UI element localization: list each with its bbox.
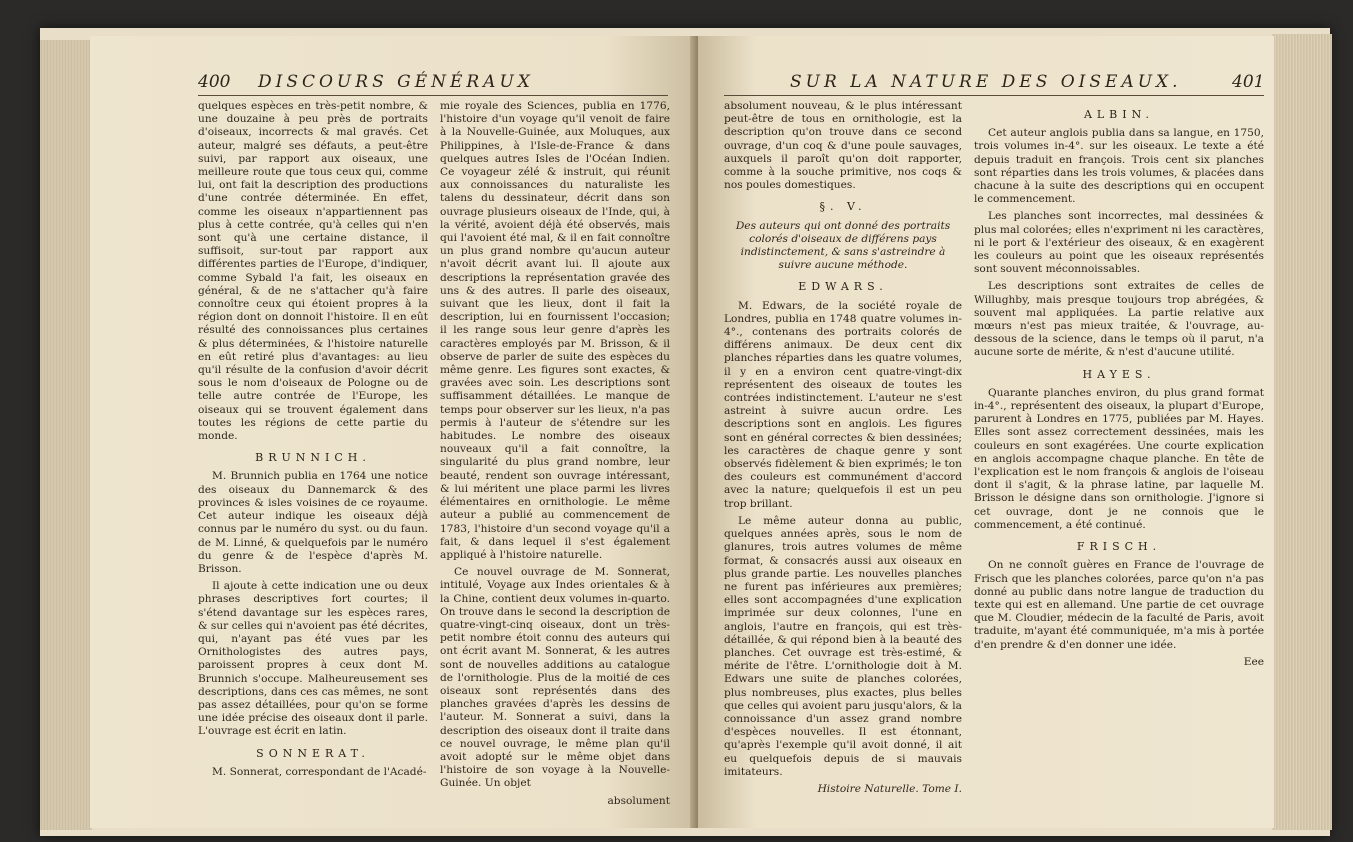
paragraph: mie royale des Sciences, publia en 1776, l'histoire d'un voyage qu'il venoit de faire à la Nouvelle-Guinée, aux Moluques, aux Philippines, à l'Isle-de-France & dans quelques autres Isles de l'Océan Indien. Ce voyageur zélé & instruit, qui réunit aux connoissances du naturaliste les talens du dessinateur, décrit dans son ouvrage plusieurs oiseaux de l'Inde, qui, à la vérité, avoient déjà été observés, mais qui l'avoient été mal, & il en fait connoître un plus grand nombre qu'aucun auteur n'avoit décrit avant lui. Il ajoute aux descriptions la représentation gravée des uns & des autres. Il parle des oiseaux, suivant que les lieux, dont il fait la description, lui en fournissent l'occasion; il les range sous leur genre d'après les caractères employés par M. Brisson, & il observe de parler de suite des espèces du même genre. Les figures sont exactes, & gravées avec soin. Les descriptions sont suffisamment détaillées. Le manque de temps pour observer sur les lieux, n'a pas permis à l'auteur de s'étendre sur les habitudes. Le nombre des oiseaux nouveaux qu'il a fait connoître, la singularité du plus grand nombre, leur beauté, rendent son ouvrage intéressant, & lui méritent une place parmi les livres élémentaires en ornithologie. Le même auteur a publié au commencement de 1783, l'histoire d'un second voyage qu'il a fait, & dans lequel il s'est également appliqué à l'histoire naturelle. xyxy=(440,100,670,561)
section-heading-edwars: EDWARS. xyxy=(798,280,888,294)
left-column-1 xyxy=(198,100,428,816)
paragraph: absolument nouveau, & le plus intéressant peut-être de tous en ornithologie, est la description qu'on trouve dans ce second ouvrage, d'un coq & d'une poule sauvages, auxquels il paroît qu'on doit rapporter, comme à la souche primitive, nos coqs & nos poules domestiques. xyxy=(724,100,962,192)
page-edges-left xyxy=(40,40,92,830)
catchword: absolument xyxy=(607,794,670,807)
paragraph: Les planches sont incorrectes, mal dessinées & plus mal colorées; elles n'expriment ni les caractères, ni le port & l'extérieur des oiseaux, & en exagèrent les couleurs au point que les oiseaux représentés sont souvent méconnoissables. xyxy=(974,210,1264,276)
section-heading-brunnich: BRUNNICH. xyxy=(255,451,371,465)
paragraph: Ce nouvel ouvrage de M. Sonnerat, intitulé, Voyage aux Indes orientales & à la Chine, contient deux volumes in-quarto. On trouve dans le second la description de quatre-vingt-cinq oiseaux, dont un très-petit nombre étoit connu des auteurs qui ont écrit avant M. Sonnerat, & les autres sont de nouvelles additions au catalogue de l'ornithologie. Plus de la moitié de ces oiseaux sont représentés dans des planches gravées d'après les dessins de l'auteur. M. Sonnerat a suivi, dans la description des oiseaux dont il traite dans ce nouvel ouvrage, le même plan qu'il avoit adopté sur le même objet dans l'histoire de son voyage à la Nouvelle-Guinée. Un objet xyxy=(440,566,670,790)
section-heading-hayes: HAYES. xyxy=(1082,367,1156,381)
paragraph: M. Edwars, de la société royale de Londres, publia en 1748 quatre volumes in-4°., contenans des portraits colorés de différens animaux. De deux cent dix planches réparties dans les quatre volumes, il y en a environ cent quatre-vingt-dix représentent des oiseaux de toutes les contrées indistinctement. L'auteur ne s'est astreint à suivre aucun ordre. Les descriptions sont en anglois. Les figures sont en général correctes & bien dessinées; les caractères de chaque genre y sont observés fidèlement & bien exprimés; le ton des couleurs est communément d'accord avec la nature; quelquefois il est un peu trop brillant. xyxy=(724,299,962,510)
right-page-header: SUR LA NATURE DES OISEAUX. xyxy=(790,72,1182,92)
page-edges-right xyxy=(1272,34,1332,830)
paragraph: Le même auteur donna au public, quelques années après, sous le nom de glanures, trois autres volumes de même format, & consacrés aussi aux oiseaux en plus grande partie. Les nouvelles planches ne furent pas inférieures aux premières; elles sont accompagnées d'une explication imprimée sur deux colonnes, l'une en anglois, l'autre en françois, qui est très-détaillée, & qui répond bien à la beauté des planches. Cet ouvrage est très-estimé, & mérite de l'être. L'ornithologie doit à M. Edwars une suite de planches colorées, plus nombreuses, plus exactes, plus belles que celles qui avoient paru jusqu'alors, & la connoissance d'un assez grand nombre d'espèces nouvelles. Il est étonnant, qu'après l'exemple qu'il avoit donné, il ait eu quelquefois depuis de si mauvais imitateurs. xyxy=(724,514,962,778)
right-column-2 xyxy=(974,100,1264,816)
right-column-1 xyxy=(724,100,962,816)
right-header-rule xyxy=(724,95,1264,96)
paragraph: M. Brunnich publia en 1764 une notice des oiseaux du Dannemarck & des provinces & isles voisines de ce royaume. Cet auteur indique les oiseaux déjà connus par le numéro du syst. ou du faun. de M. Linné, & quelquefois par le numéro du genre & de l'espèce d'après M. Brisson. xyxy=(198,470,428,575)
paragraph: Cet auteur anglois publia dans sa langue, en 1750, trois volumes in-4°. sur les oiseaux. Le texte a été depuis traduit en françois. Trois cent six planches sont réparties dans les trois volumes, & placées dans chacune à la suite des descriptions qui en occupent le commencement. xyxy=(974,127,1264,206)
left-header-rule xyxy=(198,95,668,96)
paragraph: quelques espèces en très-petit nombre, & une douzaine à peu près de portraits d'oiseaux, incorrects & mal gravés. Cet auteur, malgré ses défauts, a peut-être suivi, par rapport aux oiseaux, une meilleure route que tous ceux qui, comme lui, ont fait la description des productions d'une contrée déterminée. En effet, comme les oiseaux n'appartiennent pas plus à cette contrée, qu'à celles qui n'en sont qu'à une certaine distance, il suffisoit, sur-tout par rapport aux différentes parties de l'Europe, d'indiquer, comme Sybald l'a fait, les oiseaux en général, & de ne s'attacher qu'à faire connoître ceux qui étoient propres à la région dont on donnoit l'histoire. Il en eût résulté des connoissances plus certaines & plus déterminées, & l'histoire naturelle en eût retiré plus d'avantages: au lieu qu'il résulte de la confusion d'avoir décrit sous le nom d'oiseaux de Pologne ou de telle autre contrée de l'Europe, les oiseaux qui se trouvent également dans toutes les régions de cette partie du monde. xyxy=(198,100,428,443)
paragraph: Les descriptions sont extraites de celles de Willughby, mais presque toujours trop abrégées, & souvent mal appliquées. La partie relative aux mœurs n'est pas mieux traitée, & l'ouvrage, au-dessous de la science, dans le temps où il parut, n'a aucune sorte de mérite, & n'est d'aucune utilité. xyxy=(974,280,1264,359)
section-heading-albin: ALBIN. xyxy=(1083,108,1155,121)
left-page-header: DISCOURS GÉNÉRAUX xyxy=(258,72,534,92)
paragraph: Quarante planches environ, du plus grand format in-4°., représentent des oiseaux, la plupart d'Europe, parurent à Londres en 1775, publiées par M. Hayes. Elles sont assez correctement dessinées, mais les couleurs en sont exagérées. Une courte explication en anglois accompagne chaque planche. En tête de l'explication est le nom françois & anglois de l'oiseau dont il s'agit, & la phrase latine, par laquelle M. Brisson le désigne dans son ornithologie. J'ignore si cet ouvrage, dont je ne connois que le commencement, a été continué. xyxy=(974,386,1264,531)
section-heading-sonnerat: SONNERAT. xyxy=(256,746,370,760)
paragraph: Il ajoute à cette indication une ou deux phrases descriptives fort courtes; il s'étend davantage sur les espèces rares, & sur celles qui n'avoient pas été décrites, qui, n'ayant pas été vues par les Ornithologistes des autres pays, paroissent propres à ceux dont M. Brunnich s'occupe. Malheureusement ses descriptions, dans ces cas mêmes, ne sont pas assez détaillées, pour qu'on se forme une idée précise des oiseaux dont il parle. L'ouvrage est écrit en latin. xyxy=(198,580,428,738)
paragraph: On ne connoît guères en France de l'ouvrage de Frisch que les planches colorées, parce qu'on n'a pas donné au public dans notre langue de traduction du texte qui est en allemand. Une partie de cet ouvrage que M. Cloudier, médecin de la faculté de Paris, avoit traduite, m'ayant été communiquée, m'a mis à portée d'en prendre & d'en donner une idée. xyxy=(974,559,1264,651)
section-mark: §. V. xyxy=(819,200,867,214)
section-heading-frisch: FRISCH. xyxy=(1076,540,1162,554)
section-subtitle: Des auteurs qui ont donné des portraits colorés d'oiseaux de différens pays indistinctement, & sans s'astreindre à suivre aucune méthode. xyxy=(735,219,951,272)
paragraph: M. Sonnerat, correspondant de l'Acadé- xyxy=(212,765,427,778)
right-page-number: 401 xyxy=(1232,72,1265,92)
left-page-number: 400 xyxy=(198,72,231,92)
signature-mark: Eee xyxy=(1243,655,1264,668)
signature-line: Histoire Naturelle. Tome I. xyxy=(817,782,962,795)
left-column-2 xyxy=(440,100,670,816)
